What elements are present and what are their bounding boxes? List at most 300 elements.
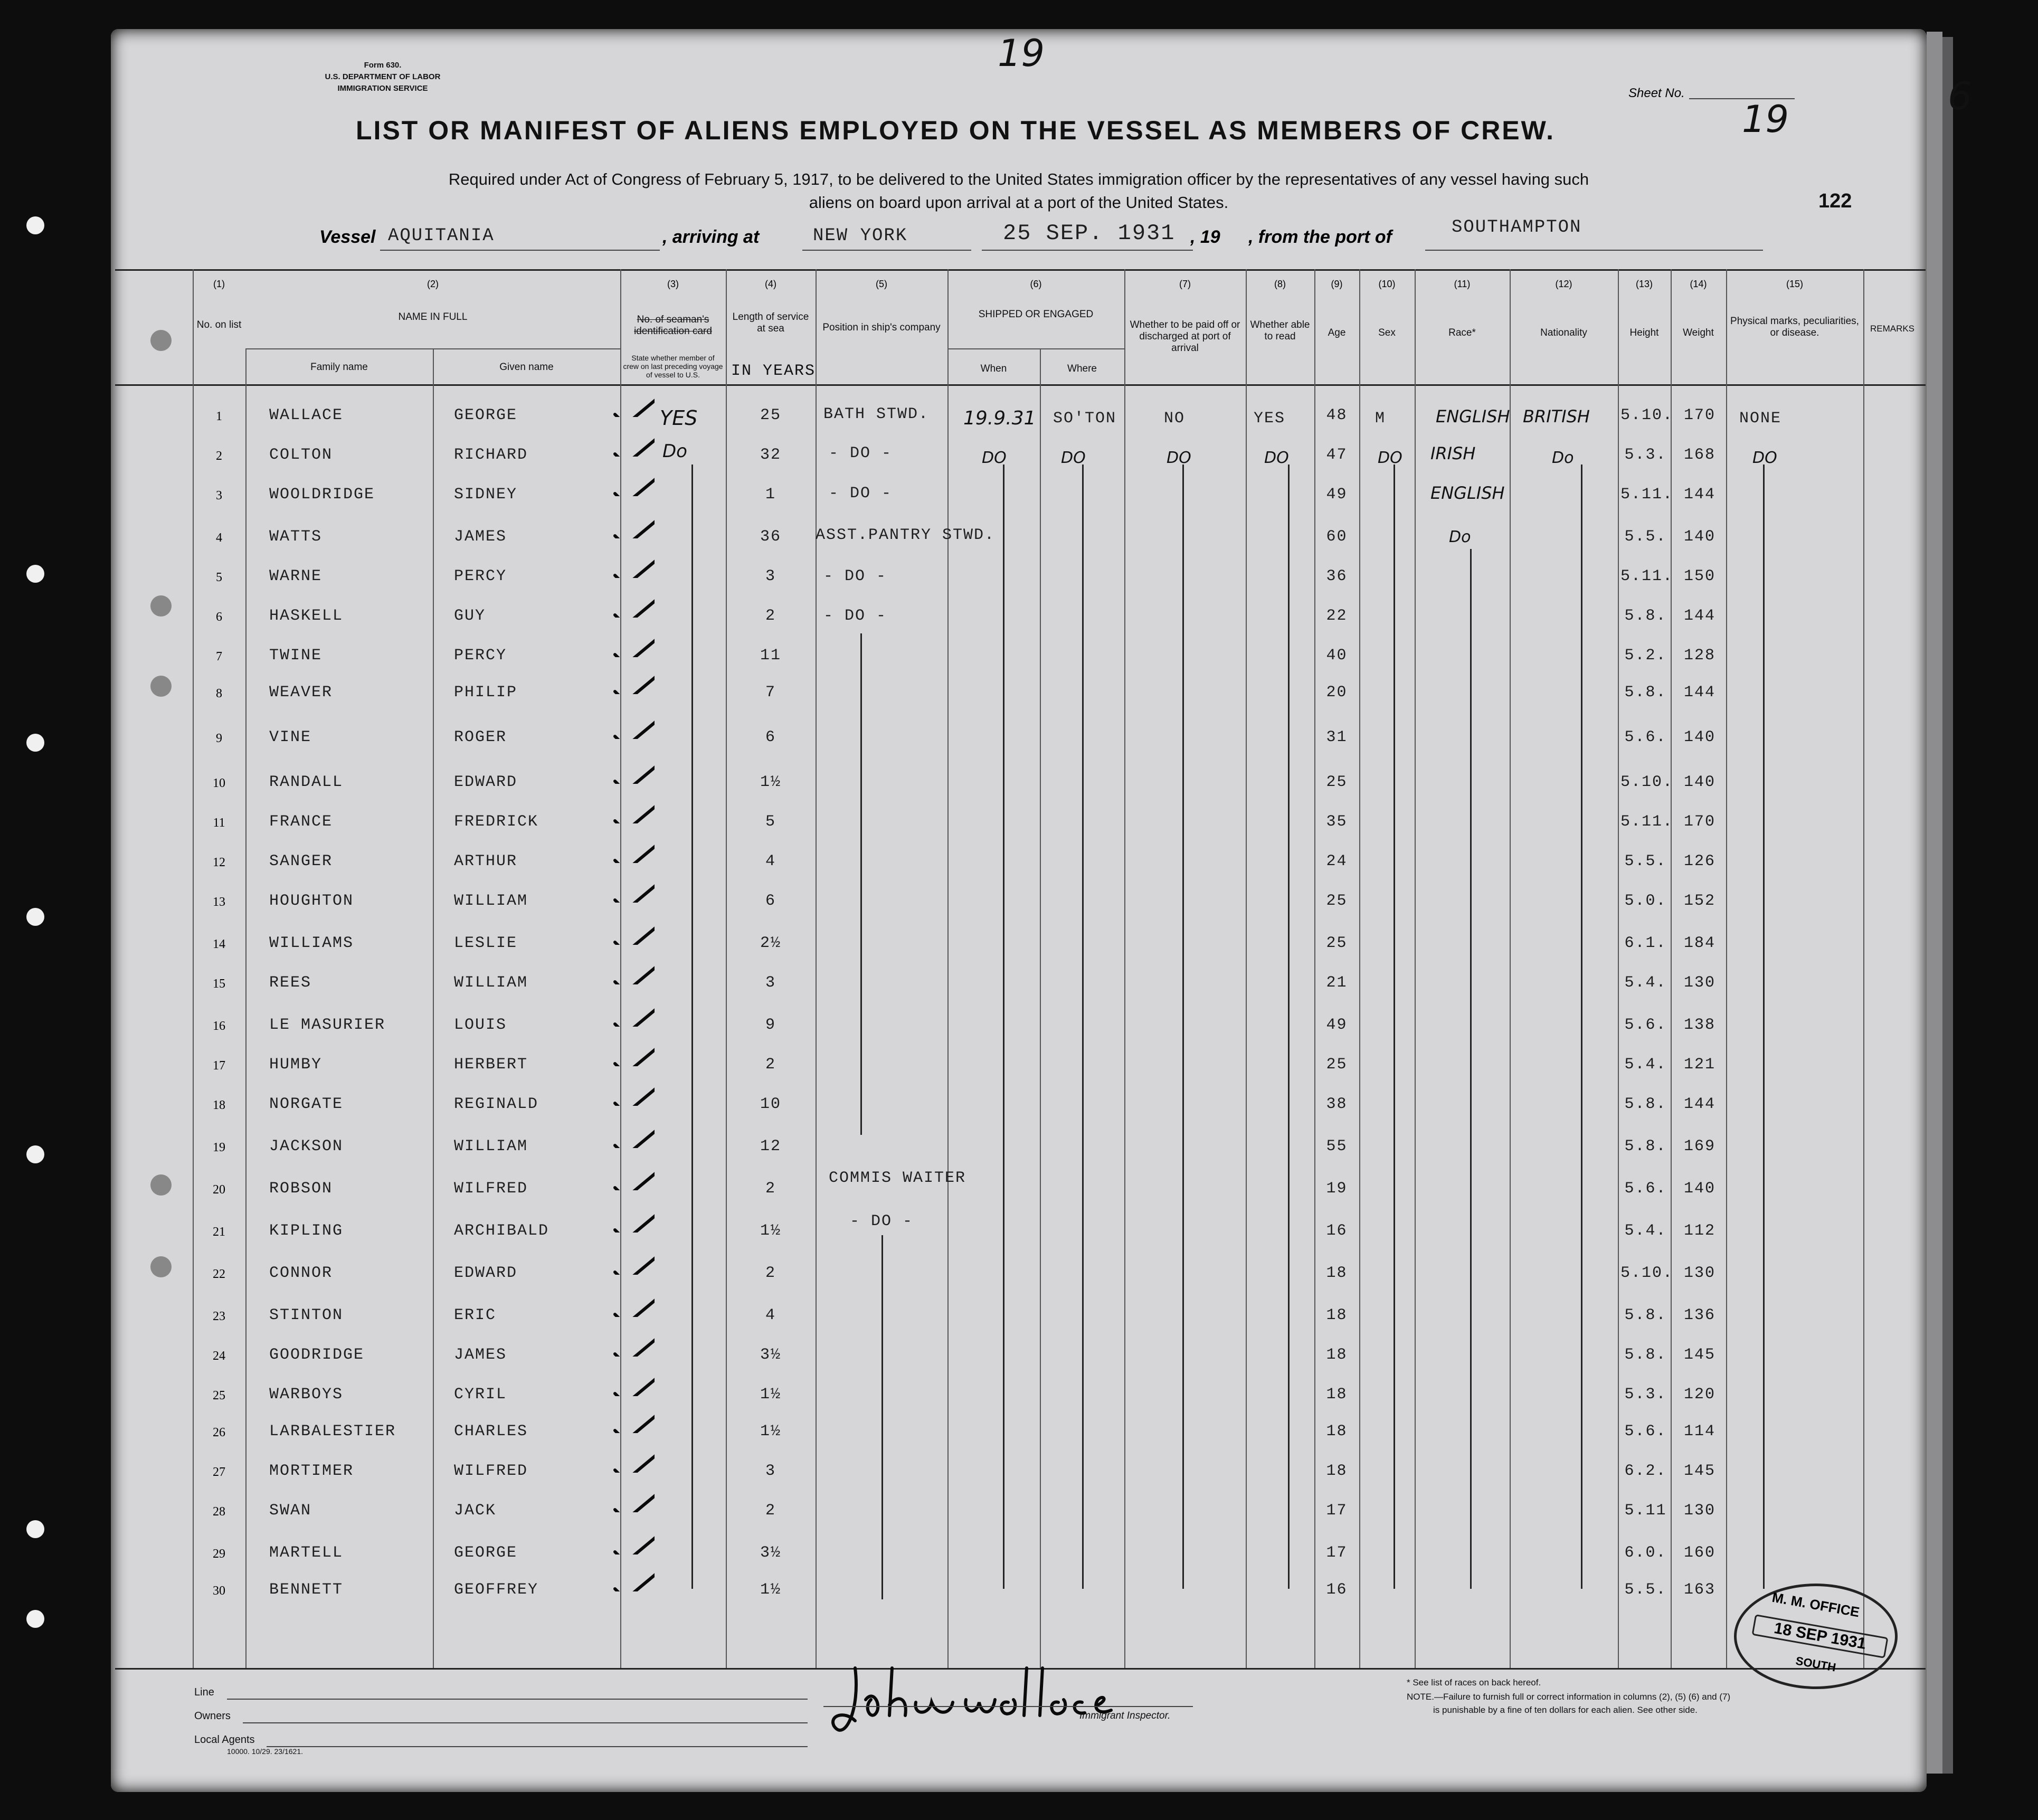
service-length-cell: 25 <box>760 406 781 424</box>
service-length-cell: 4 <box>765 1306 776 1324</box>
weight-cell: 140 <box>1683 528 1715 546</box>
given-name-cell: JACK <box>454 1502 497 1520</box>
header-when: When <box>980 363 1007 374</box>
given-name-cell: GEORGE <box>454 1544 518 1562</box>
weight-cell: 130 <box>1683 974 1715 992</box>
family-name-cell: ROBSON <box>269 1180 333 1198</box>
col-number: (3) <box>667 279 679 289</box>
age-cell: 25 <box>1326 773 1348 791</box>
height-cell: 5.5. <box>1624 1581 1667 1599</box>
ditto-line-paid <box>1182 465 1184 1589</box>
header-family-name: Family name <box>310 362 368 373</box>
col-number: (4) <box>765 279 776 289</box>
row1-marks: NONE <box>1739 410 1782 428</box>
weight-cell: 145 <box>1683 1462 1715 1480</box>
checkmark-icon <box>612 1570 655 1591</box>
service-length-cell: 5 <box>765 813 776 831</box>
weight-cell: 144 <box>1683 607 1715 625</box>
footer-agents-label: Local Agents <box>194 1734 255 1746</box>
col-number: (1) <box>213 279 225 289</box>
row-number: 10 <box>213 776 225 790</box>
col-divider <box>193 269 194 1668</box>
page-title: LIST OR MANIFEST OF ALIENS EMPLOYED ON THE VESSEL AS MEMBERS OF CREW. <box>356 116 1555 145</box>
family-name-cell: WALLACE <box>269 406 344 424</box>
col-number: (12) <box>1555 279 1572 289</box>
checkmark-icon <box>612 842 655 863</box>
ditto-pos-5: - DO - <box>823 567 887 585</box>
age-cell: 60 <box>1326 528 1348 546</box>
row-number: 8 <box>216 687 222 700</box>
ditto-col3: Do <box>662 441 687 462</box>
family-name-cell: RANDALL <box>269 773 344 791</box>
service-length-cell: 11 <box>760 647 781 665</box>
vessel-label: Vessel <box>319 227 376 247</box>
family-name-cell: SANGER <box>269 852 333 870</box>
office-stamp <box>1734 1584 1898 1689</box>
col-number: (9) <box>1331 279 1343 289</box>
age-cell: 55 <box>1326 1138 1348 1155</box>
height-cell: 6.2. <box>1624 1462 1667 1480</box>
given-name-cell: GEOFFREY <box>454 1581 539 1599</box>
checkmark-icon <box>612 1254 655 1275</box>
family-name-cell: WARBOYS <box>269 1386 344 1404</box>
checkmark-icon <box>612 881 655 903</box>
age-cell: 19 <box>1326 1180 1348 1198</box>
header-remarks: REMARKS <box>1870 324 1915 334</box>
col-divider <box>726 269 727 1668</box>
weight-cell: 152 <box>1683 892 1715 910</box>
subtitle-line-2: aliens on board upon arrival at a port of the United States. <box>809 193 1229 212</box>
col-divider <box>1124 269 1125 1668</box>
weight-cell: 130 <box>1683 1502 1715 1520</box>
weight-cell: 170 <box>1683 813 1715 831</box>
family-name-cell: MORTIMER <box>269 1462 354 1480</box>
checkmark-icon <box>612 1085 655 1106</box>
family-name-cell: HOUGHTON <box>269 892 354 910</box>
row-number: 4 <box>216 531 222 545</box>
service-length-cell: 3 <box>765 567 776 585</box>
ditto-pos-6: - DO - <box>823 607 887 625</box>
family-name-cell: HUMBY <box>269 1056 323 1074</box>
service-length-cell: 3 <box>765 974 776 992</box>
given-name-cell: PHILIP <box>454 684 518 702</box>
col-divider <box>816 269 817 1668</box>
col-number: (8) <box>1274 279 1286 289</box>
checkmark-icon <box>612 1169 655 1190</box>
col-divider <box>1246 269 1247 1668</box>
family-name-cell: NORGATE <box>269 1095 344 1113</box>
given-name-cell: GUY <box>454 607 486 625</box>
given-name-cell: ERIC <box>454 1306 497 1324</box>
row-number: 3 <box>216 489 222 503</box>
arrival-date: 25 SEP. 1931 <box>1003 221 1176 246</box>
row1-position: BATH STWD. <box>823 405 930 423</box>
age-cell: 21 <box>1326 974 1348 992</box>
col-divider <box>1510 269 1511 1668</box>
checkmark-icon <box>612 1452 655 1473</box>
row-number: 15 <box>213 977 225 991</box>
weight-cell: 121 <box>1683 1056 1715 1074</box>
header-shipped: SHIPPED OR ENGAGED <box>978 309 1094 320</box>
row-number: 30 <box>213 1584 225 1598</box>
family-name-cell: HASKELL <box>269 607 344 625</box>
punch-ring <box>150 330 172 351</box>
checkmark-icon <box>612 802 655 823</box>
checkmark-icon <box>612 718 655 739</box>
weight-cell: 112 <box>1683 1222 1715 1240</box>
given-name-cell: GEORGE <box>454 406 518 424</box>
header-id-card-sub: State whether member of crew on last preceding voyage of vessel to U.S. <box>623 354 723 379</box>
col-number: (6) <box>1030 279 1042 289</box>
row1-read: YES <box>1254 410 1286 428</box>
service-length-cell: 10 <box>760 1095 781 1113</box>
age-cell: 16 <box>1326 1222 1348 1240</box>
header-position: Position in ship's company <box>822 322 941 333</box>
ditto-line-col3 <box>691 465 693 1589</box>
row-number: 25 <box>213 1389 225 1402</box>
checkmark-icon <box>612 763 655 784</box>
binder-hole <box>26 1145 44 1163</box>
checkmark-icon <box>612 1045 655 1066</box>
header-no-on-list: No. on list <box>196 319 242 330</box>
weight-cell: 150 <box>1683 567 1715 585</box>
family-name-cell: FRANCE <box>269 813 333 831</box>
row1-race: ENGLISH <box>1436 406 1510 426</box>
page-edge-shadow <box>1942 37 1953 1774</box>
year-label: , 19 <box>1190 227 1220 247</box>
port-underline <box>802 250 971 251</box>
age-cell: 48 <box>1326 406 1348 424</box>
weight-cell: 160 <box>1683 1544 1715 1562</box>
sheet-label: Sheet No. <box>1628 86 1685 100</box>
age-cell: 16 <box>1326 1581 1348 1599</box>
given-name-cell: PERCY <box>454 647 507 665</box>
row1-where: SO'TON <box>1053 410 1117 428</box>
service-length-cell: 1½ <box>760 1386 781 1404</box>
service-length-cell: 2 <box>765 1056 776 1074</box>
age-cell: 18 <box>1326 1386 1348 1404</box>
height-cell: 5.8. <box>1624 1306 1667 1324</box>
footer-owners-underline <box>243 1722 808 1723</box>
checkmark-icon <box>612 396 655 417</box>
position-row20: COMMIS WAITER <box>829 1169 966 1187</box>
given-name-cell: FREDRICK <box>454 813 539 831</box>
height-cell: 5.6. <box>1624 1423 1667 1440</box>
name-subdivider <box>245 348 620 349</box>
given-name-cell: REGINALD <box>454 1095 539 1113</box>
inspector-signature <box>823 1647 1151 1752</box>
col-divider <box>245 348 247 1668</box>
col-number: (7) <box>1179 279 1191 289</box>
col-number: (14) <box>1690 279 1707 289</box>
age-cell: 18 <box>1326 1264 1348 1282</box>
row-number: 9 <box>216 732 222 745</box>
row-number: 22 <box>213 1267 225 1281</box>
footnote-fine: is punishable by a fine of ten dollars for each alien. See other side. <box>1433 1705 1698 1715</box>
row-number: 26 <box>213 1426 225 1439</box>
row-number: 5 <box>216 571 222 584</box>
checkmark-icon <box>612 1375 655 1396</box>
footer-line-label: Line <box>194 1686 214 1698</box>
age-cell: 36 <box>1326 567 1348 585</box>
checkmark-icon <box>612 1335 655 1357</box>
ditto-read: DO <box>1264 449 1289 467</box>
col-divider <box>1726 269 1727 1668</box>
age-cell: 31 <box>1326 728 1348 746</box>
row-number: 21 <box>213 1225 225 1239</box>
family-name-cell: SWAN <box>269 1502 312 1520</box>
from-port-underline <box>1425 250 1763 251</box>
height-cell: 5.8. <box>1624 1095 1667 1113</box>
weight-cell: 140 <box>1683 728 1715 746</box>
binder-hole <box>26 734 44 752</box>
age-cell: 18 <box>1326 1462 1348 1480</box>
footnote-races: * See list of races on back hereof. <box>1407 1677 1541 1688</box>
ditto-line-nationality <box>1581 465 1582 1589</box>
punch-ring <box>150 1174 172 1196</box>
row1-sex: M <box>1375 410 1386 428</box>
ditto-line-read <box>1288 465 1290 1589</box>
ditto-where: DO <box>1061 449 1086 467</box>
weight-cell: 140 <box>1683 773 1715 791</box>
checkmark-icon <box>612 1296 655 1317</box>
binder-hole <box>26 1610 44 1628</box>
checkmark-icon <box>612 435 655 457</box>
col-divider <box>1314 269 1315 1668</box>
height-cell: 5.6. <box>1624 1180 1667 1198</box>
row-number: 1 <box>216 410 222 423</box>
age-cell: 49 <box>1326 1016 1348 1034</box>
header-given-name: Given name <box>499 362 554 373</box>
height-cell: 5.11. <box>1620 486 1674 504</box>
ditto-pos-2: - DO - <box>829 444 893 462</box>
height-cell: 5.4. <box>1624 974 1667 992</box>
weight-cell: 144 <box>1683 684 1715 702</box>
col-number: (2) <box>427 279 439 289</box>
header-id-card: No. of seaman's identification card <box>634 314 712 337</box>
row-number: 7 <box>216 650 222 663</box>
ditto-pos-21: - DO - <box>850 1212 914 1230</box>
ditto-race-4: Do <box>1449 528 1471 546</box>
service-length-cell: 12 <box>760 1138 781 1155</box>
given-name-cell: SIDNEY <box>454 486 518 504</box>
race-row3: ENGLISH <box>1430 483 1505 503</box>
service-length-cell: 3 <box>765 1462 776 1480</box>
given-name-cell: ARTHUR <box>454 852 518 870</box>
height-cell: 6.0. <box>1624 1544 1667 1562</box>
age-cell: 18 <box>1326 1346 1348 1364</box>
col-number: (15) <box>1786 279 1803 289</box>
from-port: SOUTHAMPTON <box>1452 217 1582 238</box>
punch-ring <box>150 676 172 697</box>
given-name-cell: EDWARD <box>454 773 518 791</box>
height-cell: 5.10. <box>1620 773 1674 791</box>
row-number: 20 <box>213 1183 225 1197</box>
arriving-label: , arriving at <box>662 227 760 247</box>
height-cell: 6.1. <box>1624 934 1667 952</box>
service-length-cell: 32 <box>760 446 781 464</box>
weight-cell: 128 <box>1683 647 1715 665</box>
col-divider <box>1359 269 1360 1668</box>
given-name-cell: EDWARD <box>454 1264 518 1282</box>
age-cell: 18 <box>1326 1306 1348 1324</box>
height-cell: 5.10. <box>1620 1264 1674 1282</box>
shipped-subdivider <box>947 348 1124 349</box>
top-handwritten-mark: 19 <box>998 32 1045 75</box>
signature-underline <box>823 1706 1193 1707</box>
row-number: 16 <box>213 1019 225 1033</box>
col-number: (10) <box>1378 279 1396 289</box>
age-cell: 18 <box>1326 1423 1348 1440</box>
height-cell: 5.8. <box>1624 684 1667 702</box>
ditto-nationality: Do <box>1552 449 1574 467</box>
service-length-cell: 4 <box>765 852 776 870</box>
page-corner-number: 6 <box>1948 74 1972 118</box>
col-divider <box>433 348 434 1668</box>
given-name-cell: HERBERT <box>454 1056 528 1074</box>
ditto-pos-3: - DO - <box>829 485 893 503</box>
service-length-cell: 2 <box>765 1264 776 1282</box>
checkmark-icon <box>612 475 655 496</box>
age-cell: 17 <box>1326 1544 1348 1562</box>
weight-cell: 145 <box>1683 1346 1715 1364</box>
row-number: 13 <box>213 895 225 909</box>
form-code: 122 <box>1818 190 1852 212</box>
table-top-border <box>115 269 1926 271</box>
checkmark-icon <box>612 636 655 657</box>
form-header <box>296 60 470 94</box>
col-number: (13) <box>1635 279 1653 289</box>
weight-cell: 168 <box>1683 446 1715 464</box>
weight-cell: 163 <box>1683 1581 1715 1599</box>
date-underline <box>982 250 1193 251</box>
footer-print-code: 10000. 10/29. 23/1621. <box>227 1747 304 1756</box>
header-length-service: Length of service at sea <box>732 311 809 334</box>
col-divider <box>1618 269 1619 1668</box>
weight-cell: 144 <box>1683 1095 1715 1113</box>
binder-hole <box>26 565 44 583</box>
service-length-cell: 2 <box>765 1180 776 1198</box>
height-cell: 5.11 <box>1624 1502 1667 1520</box>
header-sex: Sex <box>1378 327 1396 338</box>
family-name-cell: LARBALESTIER <box>269 1423 396 1440</box>
row-number: 11 <box>213 816 225 830</box>
checkmark-icon <box>612 924 655 945</box>
vessel-name: AQUITANIA <box>388 226 495 246</box>
height-cell: 5.10. <box>1620 406 1674 424</box>
row-number: 17 <box>213 1059 225 1073</box>
service-length-cell: 6 <box>765 892 776 910</box>
ditto-line-when <box>1003 465 1004 1589</box>
given-name-cell: WILLIAM <box>454 974 528 992</box>
weight-cell: 114 <box>1683 1423 1715 1440</box>
weight-cell: 126 <box>1683 852 1715 870</box>
ditto-line-sex <box>1394 465 1395 1589</box>
row1-nationality: BRITISH <box>1523 406 1590 426</box>
age-cell: 40 <box>1326 647 1348 665</box>
age-cell: 38 <box>1326 1095 1348 1113</box>
col-divider <box>1040 348 1041 1668</box>
ditto-paid: DO <box>1167 449 1191 467</box>
weight-cell: 130 <box>1683 1264 1715 1282</box>
ditto-line-race <box>1470 549 1472 1589</box>
header-height: Height <box>1629 327 1659 338</box>
checkmark-icon <box>612 1533 655 1554</box>
col-divider <box>1415 269 1416 1668</box>
age-cell: 25 <box>1326 892 1348 910</box>
stamp-bottom-text: SOUTH <box>1795 1654 1837 1674</box>
row-number: 18 <box>213 1098 225 1112</box>
given-name-cell: WILFRED <box>454 1180 528 1198</box>
ditto-sex: DO <box>1378 449 1402 467</box>
service-length-cell: 1½ <box>760 1222 781 1240</box>
service-length-cell: 6 <box>765 728 776 746</box>
header-nationality: Nationality <box>1540 327 1587 338</box>
height-cell: 5.6. <box>1624 728 1667 746</box>
family-name-cell: WOOLDRIDGE <box>269 486 375 504</box>
height-cell: 5.8. <box>1624 1346 1667 1364</box>
service-length-cell: 2½ <box>760 934 781 952</box>
given-name-cell: JAMES <box>454 528 507 546</box>
row-number: 29 <box>213 1547 225 1561</box>
ditto-line-where <box>1082 465 1084 1589</box>
table-header-border <box>115 384 1926 386</box>
checkmark-icon <box>612 963 655 984</box>
row1-paid: NO <box>1164 410 1186 428</box>
department: U.S. DEPARTMENT OF LABOR <box>325 72 441 81</box>
family-name-cell: GOODRIDGE <box>269 1346 365 1364</box>
binder-hole <box>26 1520 44 1538</box>
ditto-when: DO <box>982 449 1007 467</box>
ditto-marks: DO <box>1752 449 1777 467</box>
binder-hole <box>26 908 44 926</box>
row-number: 2 <box>216 449 222 463</box>
weight-cell: 138 <box>1683 1016 1715 1034</box>
age-cell: 17 <box>1326 1502 1348 1520</box>
header-where: Where <box>1067 363 1097 374</box>
height-cell: 5.11. <box>1620 567 1674 585</box>
subtitle-line-1: Required under Act of Congress of February 5, 1917, to be delivered to the United States immigration officer by the representatives of any vessel having such <box>448 170 1589 188</box>
weight-cell: 136 <box>1683 1306 1715 1324</box>
subtitle <box>296 168 1742 214</box>
race-row2: IRISH <box>1430 443 1476 463</box>
weight-cell: 169 <box>1683 1138 1715 1155</box>
service-length-cell: 7 <box>765 684 776 702</box>
form-number: Form 630. <box>364 61 402 70</box>
family-name-cell: TWINE <box>269 647 323 665</box>
sheet-number: 19 <box>1742 98 1789 141</box>
punch-ring <box>150 595 172 617</box>
checkmark-icon <box>612 1211 655 1233</box>
age-cell: 24 <box>1326 852 1348 870</box>
row-number: 28 <box>213 1505 225 1519</box>
family-name-cell: REES <box>269 974 312 992</box>
family-name-cell: LE MASURIER <box>269 1016 386 1034</box>
footnote-note: NOTE.—Failure to furnish full or correct information in columns (2), (5) (6) and (7) <box>1407 1692 1731 1702</box>
checkmark-icon <box>612 596 655 618</box>
height-cell: 5.8. <box>1624 1138 1667 1155</box>
family-name-cell: STINTON <box>269 1306 344 1324</box>
service-length-cell: 9 <box>765 1016 776 1034</box>
height-cell: 5.0. <box>1624 892 1667 910</box>
given-name-cell: PERCY <box>454 567 507 585</box>
height-cell: 5.4. <box>1624 1222 1667 1240</box>
family-name-cell: WILLIAMS <box>269 934 354 952</box>
age-cell: 20 <box>1326 684 1348 702</box>
height-cell: 5.5. <box>1624 852 1667 870</box>
checkmark-icon <box>612 1491 655 1512</box>
footer-owners-label: Owners <box>194 1710 231 1722</box>
